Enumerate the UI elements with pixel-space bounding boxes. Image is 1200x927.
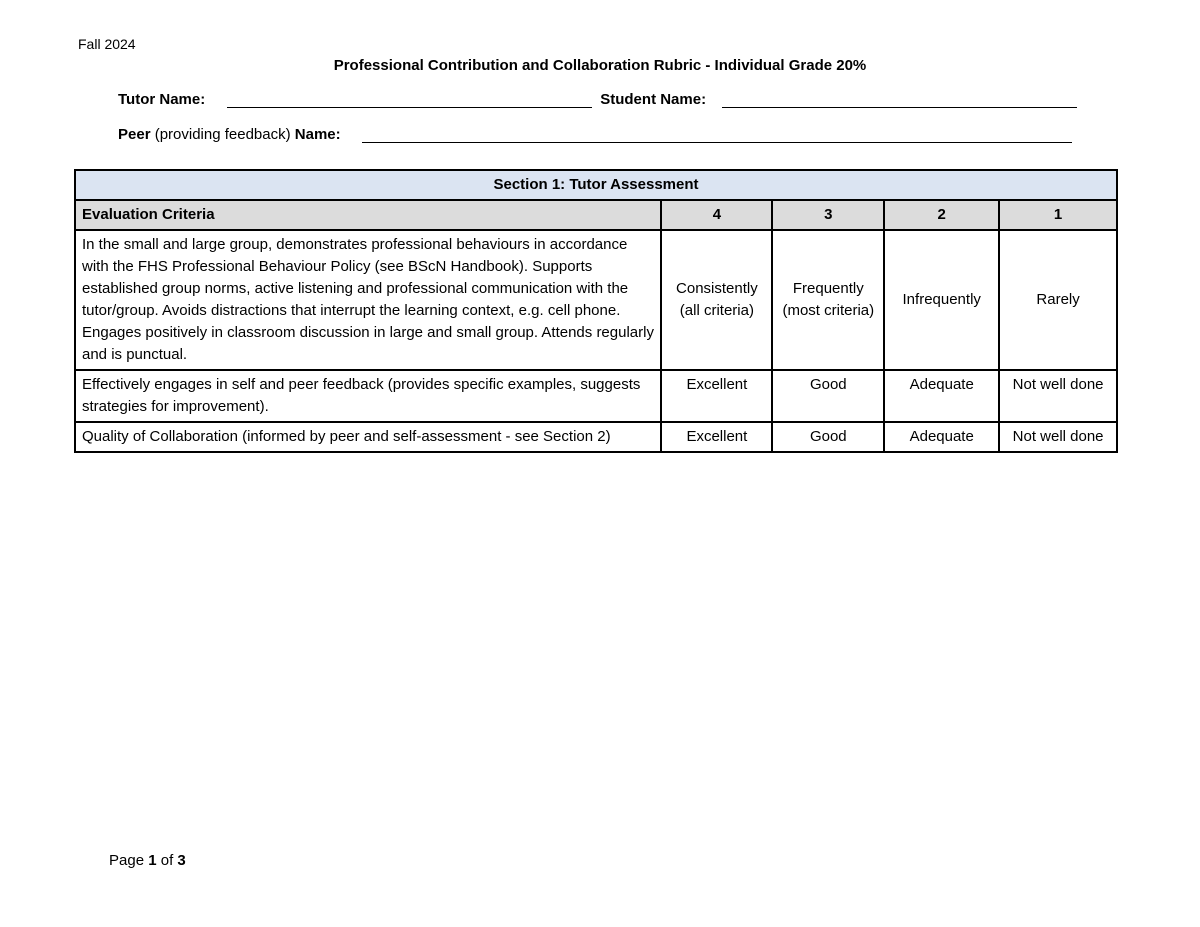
page-number (109, 852, 186, 869)
level-cell-4: Excellent (661, 422, 772, 452)
student-name-field[interactable] (722, 93, 1077, 108)
tutor-name-field[interactable] (227, 93, 592, 108)
page-word: Page (109, 852, 145, 869)
page-total: 3 (177, 852, 186, 869)
level-cell-1: Rarely (999, 230, 1117, 370)
level-cell-3: Good (772, 370, 884, 422)
section-header-row (75, 170, 1117, 200)
peer-name-field[interactable] (362, 128, 1072, 143)
name-fields-row (118, 91, 1077, 108)
peer-label-bold: Peer (118, 126, 151, 143)
peer-label-note: (providing feedback) (154, 126, 291, 143)
column-header-row (75, 200, 1117, 230)
column-header-score-1: 1 (999, 200, 1117, 230)
level-cell-4: Excellent (661, 370, 772, 422)
tutor-name-label: Tutor Name: (118, 91, 206, 108)
of-word: of (160, 852, 174, 869)
criteria-cell: Effectively engages in self and peer feedback (provides specific examples, suggests strategies for improvement). (75, 370, 661, 422)
peer-label-name: Name: (294, 126, 341, 143)
level-cell-3: Frequently (most criteria) (772, 230, 884, 370)
page-current: 1 (148, 852, 157, 869)
level-cell-2: Adequate (884, 422, 999, 452)
peer-name-label (118, 126, 341, 143)
level-cell-1: Not well done (999, 370, 1117, 422)
level-cell-3: Good (772, 422, 884, 452)
peer-field-row (118, 126, 1072, 143)
table-row (75, 370, 1117, 422)
level-cell-2: Infrequently (884, 230, 999, 370)
rubric-table (74, 169, 1118, 453)
criteria-cell: Quality of Collaboration (informed by peer and self-assessment - see Section 2) (75, 422, 661, 452)
section-title: Section 1: Tutor Assessment (75, 170, 1117, 200)
column-header-score-2: 2 (884, 200, 999, 230)
criteria-cell: In the small and large group, demonstrates professional behaviours in accordance with the FHS Professional Behaviour Policy (see BScN Handbook). Supports established group norms, active listening and professional communication with the tutor/group. Avoids distractions that interrupt the learning context, e.g. cell phone. Engages positively in classroom discussion in large and small group. Attends regularly and is punctual. (75, 230, 661, 370)
level-cell-4: Consistently (all criteria) (661, 230, 772, 370)
student-name-label: Student Name: (600, 91, 707, 108)
table-row (75, 422, 1117, 452)
column-header-score-4: 4 (661, 200, 772, 230)
level-cell-2: Adequate (884, 370, 999, 422)
level-cell-1: Not well done (999, 422, 1117, 452)
column-header-criteria: Evaluation Criteria (75, 200, 661, 230)
page-title: Professional Contribution and Collaboration Rubric - Individual Grade 20% (333, 57, 867, 74)
column-header-score-3: 3 (772, 200, 884, 230)
table-row (75, 230, 1117, 370)
term-label: Fall 2024 (78, 36, 136, 52)
